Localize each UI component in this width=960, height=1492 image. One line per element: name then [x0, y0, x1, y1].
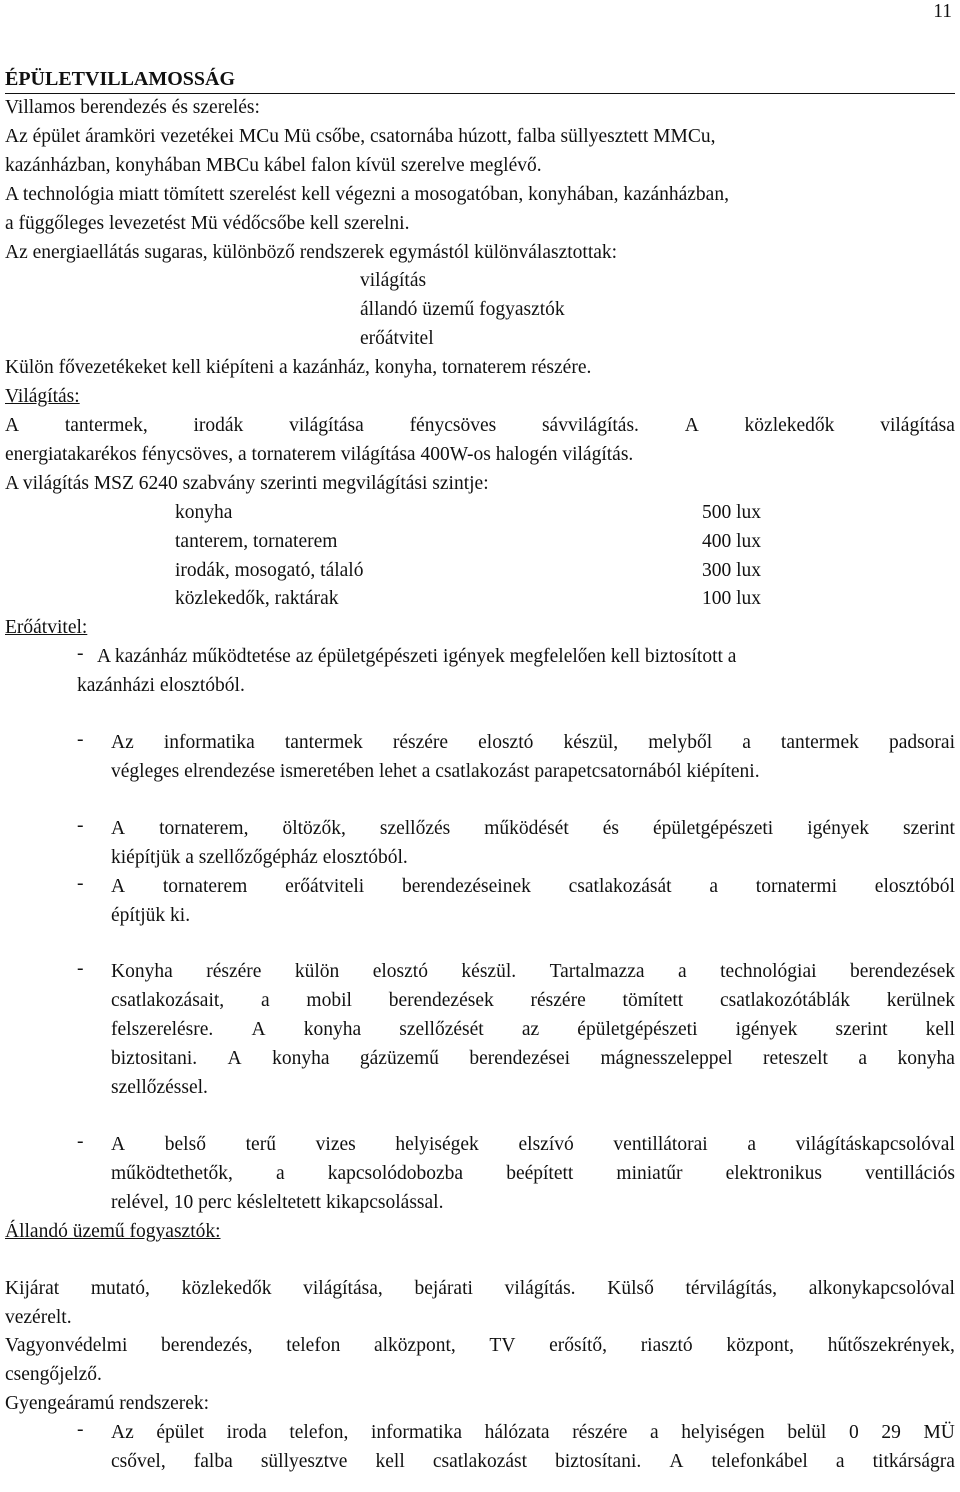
- word: a: [678, 961, 687, 983]
- word: készül,: [563, 732, 619, 754]
- word: belül: [787, 1422, 827, 1444]
- word: Vagyonvédelmi: [5, 1335, 128, 1357]
- lighting-line: energiatakarékos fénycsöves, a tornaterem világítása 400W-os halogén világítás.: [5, 443, 634, 465]
- word: technológiai: [720, 961, 817, 983]
- word: öltözők,: [282, 817, 346, 839]
- word: világítása,: [303, 1277, 383, 1299]
- intro-line: kazánházban, konyhában MBCu kábel falon kívül szerelve meglévő.: [5, 154, 542, 176]
- word: süllyesztve: [260, 1451, 348, 1473]
- justified-line: [111, 1160, 955, 1189]
- word: világítása: [880, 414, 955, 436]
- paragraph-line: vezérelt.: [5, 1306, 72, 1328]
- word: a: [260, 990, 270, 1012]
- lighting-line: A világítás MSZ 6240 szabvány szerinti megvilágítási szintje:: [5, 472, 489, 494]
- word: informatika: [163, 732, 255, 754]
- bullet-line: kiépítjük a szellőzőgépház elosztóból.: [111, 846, 408, 868]
- system-item: állandó üzemű fogyasztók: [360, 299, 565, 321]
- room-name: konyha: [175, 501, 233, 523]
- word: konyha: [272, 1048, 330, 1070]
- word: készül.: [461, 961, 517, 983]
- paragraph-line: csengőjelző.: [5, 1364, 102, 1386]
- word: működtethetők,: [111, 1162, 233, 1184]
- word: berendezések: [388, 990, 494, 1012]
- intro-after: Külön fővezetékeket kell kiépíteni a kazánház, konyha, tornaterem részére.: [5, 357, 592, 379]
- bullet-line: relével, 10 perc késleltetett kikapcsolással.: [111, 1191, 444, 1213]
- word: falba: [193, 1451, 233, 1473]
- justified-line: [111, 1016, 955, 1045]
- word: tornatermi: [755, 875, 837, 897]
- word: központ,: [726, 1335, 795, 1357]
- word: A: [111, 817, 126, 839]
- word: padsorai: [888, 732, 955, 754]
- word: tornaterem: [162, 875, 248, 897]
- page-number: 11: [933, 1, 952, 22]
- word: tantermek: [780, 732, 859, 754]
- lux-row: [5, 499, 955, 528]
- lux-row: [5, 585, 955, 614]
- word: konyha: [897, 1048, 955, 1070]
- word: elektronikus: [725, 1162, 822, 1184]
- justified-line: [111, 1045, 955, 1074]
- word: melyből: [648, 732, 713, 754]
- word: csővel,: [111, 1451, 166, 1473]
- word: részére: [392, 732, 449, 754]
- word: gázüzemű: [359, 1048, 439, 1070]
- word: helyiségen: [681, 1422, 765, 1444]
- bullet-line: végleges elrendezése ismeretében lehet a csatlakozást parapetcsatornából kiépíteni.: [111, 760, 760, 782]
- bullet-item: [5, 815, 955, 873]
- word: miniatűr: [616, 1162, 683, 1184]
- word: elosztó: [478, 732, 534, 754]
- word: épületgépészeti: [577, 1019, 698, 1041]
- word: Az: [111, 1422, 134, 1444]
- word: világítása: [289, 414, 364, 436]
- word: Az: [111, 732, 134, 754]
- word: irodák: [193, 414, 244, 436]
- word: ventillátorai: [613, 1134, 708, 1155]
- word: tantermek: [284, 732, 363, 754]
- document-body: [5, 64, 955, 1477]
- word: alkonykapcsolóval: [808, 1277, 955, 1299]
- word: A: [227, 1048, 242, 1070]
- word: A: [111, 875, 126, 897]
- justified-line: [111, 873, 955, 902]
- justified-line: [5, 1332, 955, 1361]
- word: szerint: [835, 1019, 888, 1041]
- bullet-item: [5, 958, 955, 1103]
- word: hűtőszekrények,: [827, 1335, 955, 1357]
- word: épület: [156, 1422, 205, 1444]
- word: erősítő,: [549, 1335, 608, 1357]
- bullet-dash: -: [77, 729, 84, 751]
- word: tornaterem,: [159, 817, 249, 839]
- word: kell: [375, 1451, 405, 1473]
- word: a: [650, 1422, 659, 1444]
- word: a: [275, 1162, 285, 1184]
- word: informatika: [371, 1422, 462, 1444]
- word: Tartalmazza: [549, 961, 645, 983]
- word: elszívó: [518, 1134, 574, 1155]
- word: berendezés,: [161, 1335, 253, 1357]
- word: részére: [530, 990, 586, 1012]
- word: alközpont,: [373, 1335, 456, 1357]
- word: erőátviteli: [285, 875, 365, 897]
- word: bejárati: [414, 1277, 473, 1299]
- word: MÜ: [923, 1422, 955, 1444]
- word: kell: [925, 1019, 955, 1041]
- word: mobil: [306, 990, 352, 1012]
- word: csatlakozását: [568, 875, 672, 897]
- section-title: ÉPÜLETVILLAMOSSÁG: [5, 64, 955, 94]
- word: riasztó: [640, 1335, 693, 1357]
- bullet-dash: -: [77, 958, 84, 980]
- word: Konyha: [111, 961, 173, 983]
- word: mágnesszeleppel: [600, 1048, 733, 1070]
- word: Külső: [607, 1277, 654, 1299]
- word: beépített: [506, 1162, 574, 1184]
- lux-value: 100 lux: [701, 588, 761, 610]
- word: helyiségek: [395, 1134, 479, 1155]
- justified-line: [111, 1448, 955, 1477]
- word: konyha: [303, 1019, 362, 1041]
- word: biztositani.: [111, 1048, 198, 1070]
- word: hálózata: [484, 1422, 550, 1444]
- justified-line: [111, 729, 955, 758]
- word: mutató,: [90, 1277, 150, 1299]
- justified-line: [111, 1131, 955, 1160]
- word: szellőzés: [379, 817, 451, 839]
- intro-line: a függőleges levezetést Mü védőcsőbe kell szerelni.: [5, 212, 410, 234]
- word: kerülnek: [886, 990, 955, 1012]
- word: telefon: [286, 1335, 341, 1357]
- lux-value: 300 lux: [701, 559, 761, 581]
- bullet-item: [5, 1419, 955, 1477]
- word: a: [709, 875, 718, 897]
- word: fénycsöves: [409, 414, 497, 436]
- bullet-dash: -: [77, 814, 84, 836]
- justified-line: [5, 1275, 955, 1304]
- word: berendezések: [849, 961, 955, 983]
- word: berendezései: [469, 1048, 571, 1070]
- word: világításkapcsolóval: [795, 1134, 955, 1155]
- intro-line: Az energiaellátás sugaras, különböző rendszerek egymástól különválasztottak:: [5, 241, 618, 263]
- justified-line: [111, 1419, 955, 1448]
- word: közlekedők: [181, 1277, 272, 1299]
- justified-line: [111, 987, 955, 1016]
- word: titkárságra: [872, 1451, 955, 1473]
- bullet-item: [5, 873, 955, 931]
- word: terű: [245, 1134, 276, 1155]
- word: a: [835, 1451, 845, 1473]
- intro-line: A technológia miatt tömített szerelést kell végezni a mosogatóban, konyhában, kazánházban,: [5, 183, 729, 205]
- intro-heading: Villamos berendezés és szerelés:: [5, 97, 260, 118]
- word: 29: [881, 1422, 901, 1444]
- word: tömített: [622, 990, 684, 1012]
- word: csatlakozótáblák: [720, 990, 850, 1012]
- word: A: [684, 414, 699, 436]
- word: A: [669, 1451, 684, 1473]
- word: telefon,: [289, 1422, 349, 1444]
- justified-line: [5, 412, 955, 441]
- word: kapcsolódobozba: [327, 1162, 464, 1184]
- word: közlekedők: [744, 414, 835, 436]
- word: részére: [206, 961, 262, 983]
- word: a: [747, 1134, 756, 1155]
- word: igények: [807, 817, 869, 839]
- word: az: [521, 1019, 540, 1041]
- room-name: tanterem, tornaterem: [175, 530, 338, 552]
- word: részére: [572, 1422, 628, 1444]
- word: sávvilágítás.: [541, 414, 639, 436]
- word: tantermek,: [64, 414, 148, 436]
- bullet-line: szellőzéssel.: [111, 1077, 208, 1099]
- lux-row: [5, 528, 955, 557]
- constant-heading: Állandó üzemű fogyasztók:: [5, 1220, 221, 1242]
- word: reteszelt: [763, 1048, 828, 1070]
- word: elosztóból: [874, 875, 955, 897]
- word: működését: [484, 817, 569, 839]
- word: és: [602, 817, 620, 839]
- bullet-line: kazánházi elosztóból.: [77, 675, 245, 697]
- bullet-item: [5, 1131, 955, 1218]
- intro-line: Az épület áramköri vezetékei MCu Mü csőbe, csatornába húzott, falba süllyesztett MMCu,: [5, 125, 716, 147]
- bullet-item: [5, 643, 955, 701]
- word: felszerelésre.: [111, 1019, 214, 1041]
- justified-line: [111, 958, 955, 987]
- justified-line: [111, 815, 955, 844]
- room-name: közlekedők, raktárak: [175, 588, 339, 610]
- word: a: [742, 732, 751, 754]
- system-item: erőátvitel: [360, 328, 434, 350]
- word: ventillációs: [865, 1162, 955, 1184]
- bullet-item: [5, 729, 955, 787]
- bullet-dash: -: [77, 872, 84, 894]
- word: A: [251, 1019, 266, 1041]
- bullet-line: A kazánház működtetése az épületgépészeti igények megfelelően kell biztosított a: [97, 646, 737, 668]
- word: elosztó: [372, 961, 428, 983]
- word: szerint: [903, 817, 955, 839]
- word: iroda: [226, 1422, 267, 1444]
- word: belső: [164, 1134, 206, 1155]
- word: igények: [735, 1019, 798, 1041]
- power-heading: Erőátvitel:: [5, 617, 88, 639]
- word: A: [5, 414, 20, 436]
- room-name: irodák, mosogató, tálaló: [175, 559, 364, 581]
- bullet-dash: -: [77, 1131, 84, 1152]
- bullet-dash: -: [77, 1419, 84, 1441]
- word: szellőzését: [399, 1019, 484, 1041]
- word: csatlakozást: [432, 1451, 528, 1473]
- word: TV: [489, 1335, 516, 1357]
- word: vizes: [315, 1134, 356, 1155]
- bullet-line: építjük ki.: [111, 904, 191, 926]
- word: telefonkábel: [711, 1451, 808, 1473]
- word: Kijárat: [5, 1277, 60, 1299]
- word: világítás.: [504, 1277, 576, 1299]
- word: berendezéseinek: [402, 875, 531, 897]
- system-item: világítás: [360, 270, 427, 292]
- weak-heading: Gyengeáramú rendszerek:: [5, 1393, 210, 1415]
- word: A: [111, 1134, 126, 1155]
- lux-value: 400 lux: [701, 530, 761, 552]
- word: a: [858, 1048, 868, 1070]
- word: biztosítani.: [555, 1451, 642, 1473]
- lux-row: [5, 557, 955, 586]
- word: külön: [294, 961, 340, 983]
- lux-value: 500 lux: [701, 501, 761, 523]
- word: térvilágítás,: [685, 1277, 778, 1299]
- lighting-heading: Világítás:: [5, 386, 80, 408]
- word: 0: [848, 1422, 859, 1444]
- bullet-dash: -: [77, 643, 84, 665]
- word: csatlakozásait,: [111, 990, 225, 1012]
- word: épületgépészeti: [653, 817, 774, 839]
